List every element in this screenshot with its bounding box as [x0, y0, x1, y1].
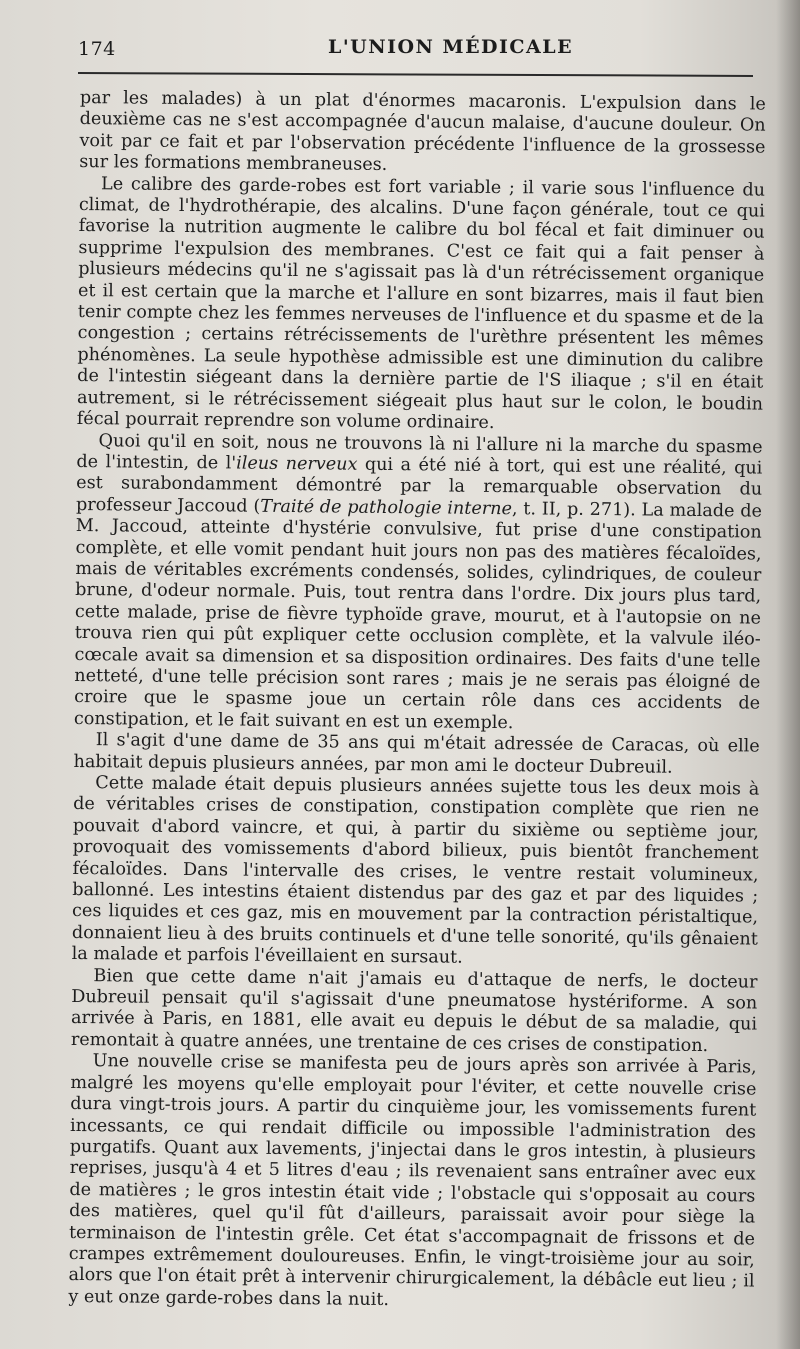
page-header: [78, 32, 758, 62]
paragraph-1: par les malades) à un plat d'énormes macaronis. L'expulsion dans le deuxième cas ne s'est accompagnée d'aucun malaise, d'aucune douleur. On voit par ce fait et par l'observation précédente l'influence de la grossesse sur les formations membraneuses.: [79, 88, 766, 176]
paragraph-7: Une nouvelle crise se manifesta peu de jours après son arrivée à Paris, malgré les moyens qu'elle employait pour l'éviter, et cette nouvelle crise dura vingt-trois jours. A partir du cinquième jour, les vomissements furent incessants, ce qui rendait difficile ou impossible l'administration des purgatifs. Quant aux lavements, j'injectai dans le gros intestin, à plusieurs reprises, jusqu'à 4 et 5 litres d'eau ; ils revenaient sans entraîner avec eux de matières ; le gros intestin était vide ; l'obstacle qui s'opposait au cours des matières, quel qu'il fût d'ailleurs, paraissait avoir pour siège la terminaison de l'intestin grêle. Cet état s'accompagnait de frissons et de crampes extrêmement douloureuses. Enfin, le vingt-troisième jour au soir, alors que l'on était prêt à intervenir chirurgicalement, la débâcle eut lieu ; il y eut onze garde-robes dans la nuit.: [68, 1051, 757, 1310]
paragraph-4: Il s'agit d'une dame de 35 ans qui m'était adressée de Caracas, où elle habitait depuis plusieurs années, par mon ami le docteur Dubreuil.: [73, 730, 760, 778]
paragraph-3: [74, 430, 763, 736]
ileus-nerveux-italic: ileus nerveux: [236, 453, 358, 475]
running-title: L'UNION MÉDICALE: [328, 36, 574, 58]
paragraph-2: Le calibre des garde-robes est fort variable ; il varie sous l'influence du climat, de l'hydrothérapie, des alcalins. D'une façon générale, tout ce qui favorise la nutrition augmente le calibre du bol fécal et fait diminuer ou supprime l'expulsion des membranes. C'est ce fait qui a fait penser à plusieurs médecins qu'il ne s'agissait pas là d'un rétrécissement organique et il est certain que la marche et l'allure en sont bizarres, mais il faut bien tenir compte chez les femmes nerveuses de l'influence et du spasme et de la congestion ; certains rétrécissements de l'urèthre présentent les mêmes phénomènes. La seule hypothèse admissible est une diminution du calibre de l'intestin siégeant dans la dernière partie de l'S iliaque ; s'il en était autrement, si le rétrécissement siégeait plus haut sur le colon, le boudin fécal pourrait reprendre son volume ordinaire.: [76, 173, 766, 434]
header-rule: [78, 72, 753, 77]
paragraph-5: Cette malade était depuis plusieurs années sujette tous les deux mois à de véritables crises de constipation, constipation complète que rien ne pouvait d'abord vaincre, et qui, à partir du sixième ou septième jour, provoquait des vomissements d'abord bilieux, puis bientôt franchement fécaloïdes. Dans l'intervalle des crises, le ventre restait volumineux, ballonné. Les intestins étaient distendus par des gaz et par des liquides ; ces liquides et ces gaz, mis en mouvement par la contraction péristaltique, donnaient lieu à des bruits continuels et d'une telle sonorité, qu'ils gênaient la malade et parfois l'éveillaient en sursaut.: [71, 773, 760, 968]
paragraph-3-part-2: qui a été nié à tort, qui est une réalité, qui est surabondamment démontré par la remarquable observation du professeur Jaccoud (: [75, 454, 763, 517]
paragraph-6: Bien que cette dame n'ait j'amais eu d'attaque de nerfs, le docteur Dubreuil pensait qu'il s'agissait d'une pneumatose hystériforme. A son arrivée à Paris, en 1881, elle avait eu depuis le début de sa maladie, qui remontait à quatre années, une trentaine de ces crises de constipation.: [70, 965, 758, 1056]
book-title-italic: Traité de pathologie interne: [260, 496, 513, 519]
paragraph-3-part-3: , t. II, p. 271). La malade de M. Jaccoud, atteinte d'hystérie convulsive, fut prise d'une constipation complète, et elle vomit pendant huit jours non pas des matières fécaloïdes, mais de véritables excréments condensés, solides, cylindriques, de couleur brune, d'odeur normale. Puis, tout rentra dans l'ordre. Dix jours plus tard, cette malade, prise de fièvre typhoïde grave, mourut, et à l'autopsie on ne trouva rien qui pût expliquer cette occlusion complète, et la valvule iléo-cœcale avait sa dimension et sa disposition ordinaires. Des faits d'une telle netteté, d'une telle précision sont rares ; mais je ne serais pas éloigné de croire que le spasme joue un certain rôle dans ces accidents de constipation, et le fait suivant en est un exemple.: [73, 498, 763, 733]
paragraph-3-part-1: Quoi qu'il en soit, nous ne trouvons là ni l'allure ni la marche du spasme de l'intestin, de l': [76, 430, 763, 474]
body-text: [68, 88, 766, 1315]
page-number: 174: [78, 38, 116, 60]
